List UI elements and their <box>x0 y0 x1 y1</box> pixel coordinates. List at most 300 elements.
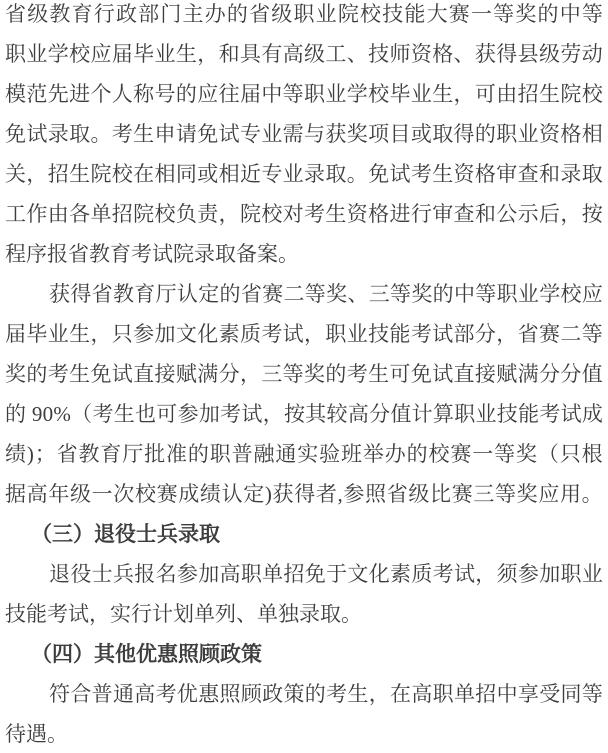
glyph: 按 <box>581 202 603 226</box>
glyph: 加 <box>198 562 220 586</box>
glyph: 招 <box>47 162 69 186</box>
text-line <box>5 434 603 474</box>
glyph: 与 <box>304 122 326 146</box>
glyph: 准 <box>166 442 187 466</box>
text-line <box>5 354 603 394</box>
glyph: 校 <box>560 282 582 306</box>
glyph: 取 <box>581 162 603 186</box>
glyph: 等 <box>494 442 516 466</box>
glyph: 业 <box>410 82 432 106</box>
glyph: 生 <box>69 162 91 186</box>
section-heading: （四）其他优惠照顾政策 <box>31 642 262 666</box>
text-line <box>5 0 603 34</box>
glyph: 的 <box>219 282 241 306</box>
glyph: 化 <box>197 322 219 346</box>
glyph: 工 <box>5 202 26 226</box>
glyph: 校 <box>261 202 283 226</box>
glyph: 高 <box>282 42 304 66</box>
glyph: 省 <box>240 282 262 306</box>
glyph: 质 <box>411 562 433 586</box>
glyph: 校 <box>69 42 91 66</box>
glyph: 单 <box>90 202 112 226</box>
glyph: 高 <box>26 482 48 506</box>
glyph: 中 <box>496 682 518 706</box>
glyph: ， <box>453 82 475 106</box>
glyph: 县 <box>517 42 539 66</box>
glyph: 考 <box>326 682 348 706</box>
glyph: 的 <box>226 2 248 26</box>
glyph: 生 <box>538 82 560 106</box>
glyph: 分 <box>218 362 240 386</box>
glyph: 赛 <box>262 282 284 306</box>
glyph: 奖 <box>516 442 537 466</box>
glyph: 考 <box>92 402 114 426</box>
glyph: 能 <box>389 322 411 346</box>
glyph: 格 <box>432 42 454 66</box>
glyph: 考 <box>111 122 133 146</box>
glyph: 接 <box>474 362 496 386</box>
glyph: 等 <box>282 82 304 106</box>
glyph: 试 <box>560 402 582 426</box>
glyph: 资 <box>538 122 560 146</box>
glyph: 考 <box>47 362 69 386</box>
glyph: 中 <box>559 2 581 26</box>
glyph: % <box>53 402 71 426</box>
glyph: 成 <box>178 482 200 506</box>
glyph: 业 <box>261 122 283 146</box>
glyph: 三 <box>368 282 390 306</box>
glyph: 获 <box>49 282 70 306</box>
glyph: 须 <box>496 562 518 586</box>
glyph: 申 <box>154 122 176 146</box>
glyph: 退 <box>49 562 70 586</box>
glyph: 职 <box>240 562 262 586</box>
glyph: 等 <box>581 2 603 26</box>
glyph: 直 <box>453 362 475 386</box>
glyph: 照 <box>365 482 387 506</box>
glyph: 查 <box>453 202 475 226</box>
glyph: 进 <box>69 82 91 106</box>
glyph: 号 <box>154 82 176 106</box>
glyph: 考 <box>261 322 283 346</box>
glyph: 0 <box>42 402 54 426</box>
glyph: 专 <box>239 122 261 146</box>
glyph: 赋 <box>496 362 518 386</box>
glyph: 考 <box>346 362 368 386</box>
glyph: 等 <box>495 482 516 506</box>
glyph: 届 <box>239 82 261 106</box>
glyph: 单 <box>262 562 284 586</box>
glyph: 职 <box>496 282 518 306</box>
glyph: 需 <box>282 122 304 146</box>
text-line <box>5 394 603 434</box>
glyph: 试 <box>432 322 454 346</box>
glyph: 工 <box>325 42 347 66</box>
glyph: 参 <box>343 482 365 506</box>
glyph: 高 <box>347 402 369 426</box>
glyph: ， <box>218 202 240 226</box>
glyph: 资 <box>453 162 475 186</box>
glyph: 奖 <box>411 282 433 306</box>
glyph: 进 <box>389 202 411 226</box>
glyph: 定 <box>243 482 265 506</box>
glyph: 取 <box>325 162 347 186</box>
glyph: 试 <box>26 122 48 146</box>
glyph: 得 <box>453 122 475 146</box>
glyph: 技 <box>368 42 390 66</box>
glyph: 具 <box>239 42 261 66</box>
glyph: 生 <box>347 682 369 706</box>
glyph: 的 <box>175 82 197 106</box>
glyph: 成 <box>581 402 603 426</box>
glyph: 免 <box>410 362 432 386</box>
glyph: 校 <box>154 202 176 226</box>
glyph: 考 <box>410 322 432 346</box>
glyph: 绩 <box>199 482 221 506</box>
glyph: ， <box>496 322 518 346</box>
glyph: 单 <box>453 682 475 706</box>
glyph: 试 <box>453 562 475 586</box>
glyph: 应 <box>90 42 112 66</box>
glyph: 赛 <box>448 2 470 26</box>
glyph: 试 <box>241 402 263 426</box>
glyph: 等 <box>581 322 603 346</box>
glyph: 直 <box>133 362 155 386</box>
glyph: 级 <box>69 482 91 506</box>
glyph: 或 <box>410 122 432 146</box>
glyph: ， <box>239 362 261 386</box>
text-line <box>5 74 603 114</box>
glyph: 值 <box>390 402 412 426</box>
glyph: 高 <box>219 562 241 586</box>
text-line <box>5 34 603 74</box>
glyph: 责 <box>197 202 219 226</box>
glyph: 录 <box>47 122 69 146</box>
text-line <box>5 554 603 594</box>
glyph: 参 <box>177 402 199 426</box>
glyph: 认 <box>176 282 198 306</box>
glyph: 届 <box>111 42 133 66</box>
glyph: 生 <box>133 122 155 146</box>
glyph: 相 <box>581 122 603 146</box>
glyph: 往 <box>218 82 240 106</box>
glyph: 可 <box>474 82 496 106</box>
glyph: 免 <box>197 122 219 146</box>
glyph: 二 <box>283 282 305 306</box>
glyph: 。 <box>581 482 603 506</box>
glyph: 院 <box>90 162 112 186</box>
glyph: 项 <box>368 122 390 146</box>
glyph: 较 <box>326 402 348 426</box>
glyph: 的 <box>187 442 209 466</box>
glyph: 招 <box>475 682 497 706</box>
glyph: 行 <box>93 2 115 26</box>
glyph: 赛 <box>156 482 178 506</box>
glyph: 满 <box>197 362 219 386</box>
glyph: ； <box>34 442 56 466</box>
glyph: 赋 <box>175 362 197 386</box>
glyph: 省 <box>249 2 271 26</box>
glyph: 奖 <box>5 362 26 386</box>
glyph: 照 <box>219 682 241 706</box>
glyph: 应 <box>581 282 603 306</box>
glyph: 省 <box>91 282 113 306</box>
glyph: 业 <box>154 42 176 66</box>
glyph: 等 <box>475 282 497 306</box>
glyph: 主 <box>182 2 204 26</box>
glyph: 校 <box>428 442 450 466</box>
section-heading: （三）退役士兵录取 <box>31 522 220 546</box>
glyph: 用 <box>559 482 581 506</box>
glyph: 办 <box>384 442 406 466</box>
text-line <box>5 474 603 514</box>
glyph: ， <box>560 202 582 226</box>
glyph: 动 <box>581 42 603 66</box>
glyph: 厅 <box>122 442 144 466</box>
glyph: 相 <box>154 162 176 186</box>
glyph: 政 <box>115 2 137 26</box>
glyph: 批 <box>144 442 166 466</box>
glyph: 考 <box>410 162 432 186</box>
glyph: 生 <box>113 402 135 426</box>
glyph: 级 <box>408 482 430 506</box>
glyph: 学 <box>539 282 561 306</box>
glyph: 范 <box>26 82 48 106</box>
glyph: 据 <box>5 482 26 506</box>
text-line <box>5 194 603 234</box>
glyph: 审 <box>496 162 518 186</box>
glyph: 能 <box>404 2 426 26</box>
glyph: 查 <box>517 162 539 186</box>
glyph: 技 <box>382 2 404 26</box>
glyph: 同 <box>560 682 582 706</box>
glyph: 免 <box>304 562 326 586</box>
glyph: 先 <box>47 82 69 106</box>
glyph: 考 <box>220 402 242 426</box>
glyph: 师 <box>389 42 411 66</box>
glyph: 目 <box>389 122 411 146</box>
glyph: 化 <box>368 562 390 586</box>
glyph: 奖 <box>304 362 326 386</box>
glyph: 职 <box>5 42 26 66</box>
glyph: 奖 <box>346 122 368 146</box>
glyph: 分 <box>369 402 391 426</box>
glyph: 和 <box>538 162 560 186</box>
glyph: 和 <box>218 42 240 66</box>
glyph: 业 <box>517 122 539 146</box>
glyph: 素 <box>390 562 411 586</box>
glyph: 参 <box>176 562 198 586</box>
glyph: 业 <box>325 82 347 106</box>
text-line <box>5 114 603 154</box>
glyph: 的 <box>26 362 48 386</box>
glyph: 校 <box>134 482 156 506</box>
glyph: 毕 <box>26 322 48 346</box>
glyph: （ <box>71 402 93 426</box>
glyph: 考 <box>539 402 561 426</box>
glyph: 加 <box>198 402 220 426</box>
glyph: 省 <box>517 322 539 346</box>
glyph: 关 <box>5 162 26 186</box>
glyph: 的 <box>474 122 496 146</box>
glyph: 院 <box>133 202 155 226</box>
glyph: ， <box>90 322 112 346</box>
glyph: 文 <box>347 562 369 586</box>
glyph: 专 <box>261 162 283 186</box>
glyph: 报 <box>134 562 156 586</box>
glyph: 教 <box>78 442 100 466</box>
glyph: 一 <box>472 442 494 466</box>
glyph: 职 <box>454 402 476 426</box>
glyph: ， <box>304 322 326 346</box>
glyph: 校 <box>581 82 603 106</box>
glyph: 政 <box>262 682 284 706</box>
glyph: 劳 <box>560 42 582 66</box>
glyph: 可 <box>156 402 178 426</box>
glyph: 对 <box>282 202 304 226</box>
glyph: 役 <box>70 562 92 586</box>
glyph: 优 <box>176 682 198 706</box>
glyph: ， <box>262 402 284 426</box>
glyph: 生 <box>69 322 91 346</box>
glyph: 大 <box>426 2 448 26</box>
glyph: 定 <box>198 282 220 306</box>
glyph: 二 <box>560 322 582 346</box>
glyph: 录 <box>560 162 582 186</box>
glyph: 试 <box>111 362 133 386</box>
glyph: 部 <box>453 322 475 346</box>
glyph: 应 <box>197 82 219 106</box>
glyph: 高 <box>411 682 433 706</box>
glyph: 学 <box>346 82 368 106</box>
glyph: 等 <box>390 282 411 306</box>
glyph: 生 <box>432 162 454 186</box>
glyph: ) <box>26 442 34 466</box>
glyph: 资 <box>410 42 432 66</box>
glyph: 的 <box>406 442 428 466</box>
glyph: 中 <box>261 82 283 106</box>
glyph: 业 <box>47 322 69 346</box>
glyph: ， <box>368 682 390 706</box>
glyph: ， <box>475 562 497 586</box>
glyph: 免 <box>368 162 390 186</box>
glyph: 由 <box>496 82 518 106</box>
glyph: 考 <box>155 682 177 706</box>
glyph: 。 <box>346 162 368 186</box>
glyph: 只 <box>559 442 581 466</box>
glyph: 级 <box>304 42 326 66</box>
glyph: 的 <box>537 2 559 26</box>
glyph: 后 <box>538 202 560 226</box>
glyph: 的 <box>325 362 347 386</box>
glyph: 业 <box>581 562 603 586</box>
glyph: 招 <box>283 562 305 586</box>
glyph: 业 <box>475 402 497 426</box>
glyph: 绩 <box>5 442 26 466</box>
glyph: 省 <box>386 482 408 506</box>
glyph: 生 <box>175 42 197 66</box>
glyph: 三 <box>473 482 495 506</box>
glyph: 加 <box>154 322 176 346</box>
glyph: 资 <box>346 202 368 226</box>
glyph: 的 <box>5 402 26 426</box>
glyph: 考 <box>432 562 454 586</box>
glyph: 教 <box>49 2 71 26</box>
glyph: 兵 <box>112 562 134 586</box>
glyph: 个 <box>90 82 112 106</box>
glyph: 免 <box>90 362 112 386</box>
text-line <box>5 154 603 194</box>
glyph: 等 <box>282 362 304 386</box>
glyph: 取 <box>69 122 91 146</box>
glyph: 厅 <box>155 282 177 306</box>
glyph: 认 <box>221 482 243 506</box>
glyph: 职 <box>209 442 231 466</box>
glyph: 办 <box>204 2 226 26</box>
glyph: 一 <box>470 2 492 26</box>
text-line <box>5 674 603 714</box>
glyph: 普 <box>231 442 253 466</box>
glyph: 同 <box>175 162 197 186</box>
glyph: 、 <box>453 42 475 66</box>
text-line: 程序报省教育考试院录取备案。 <box>5 242 299 266</box>
glyph: 符 <box>49 682 70 706</box>
glyph: 参 <box>133 322 155 346</box>
glyph: 试 <box>218 122 240 146</box>
glyph: 能 <box>518 402 540 426</box>
glyph: 格 <box>560 122 582 146</box>
glyph: 行 <box>410 202 432 226</box>
glyph: 根 <box>581 442 603 466</box>
glyph: 赛 <box>450 442 472 466</box>
glyph: 得 <box>496 42 518 66</box>
glyph: 格 <box>368 202 390 226</box>
glyph: 得 <box>70 282 92 306</box>
glyph: 职 <box>432 682 454 706</box>
glyph: 分 <box>538 362 560 386</box>
glyph: 名 <box>155 562 177 586</box>
glyph: 的 <box>432 282 454 306</box>
glyph: 只 <box>111 322 133 346</box>
glyph: 分 <box>474 322 496 346</box>
glyph: 公 <box>496 202 518 226</box>
glyph: 比 <box>430 482 452 506</box>
glyph: 融 <box>253 442 275 466</box>
glyph: （ <box>537 442 559 466</box>
glyph: 、 <box>347 282 369 306</box>
glyph: ) <box>264 482 272 506</box>
glyph: 获 <box>272 482 294 506</box>
glyph: 级 <box>271 2 293 26</box>
glyph: 举 <box>362 442 384 466</box>
glyph: 在 <box>133 162 155 186</box>
glyph: 在 <box>390 682 411 706</box>
glyph: 获 <box>325 122 347 146</box>
glyph: 或 <box>197 162 219 186</box>
glyph: 生 <box>69 362 91 386</box>
glyph: 招 <box>517 82 539 106</box>
glyph: 格 <box>474 162 496 186</box>
glyph: 校 <box>368 82 390 106</box>
glyph: 教 <box>112 282 134 306</box>
text-line: 技能考试，实行计划单列、单独录取。 <box>5 602 362 626</box>
glyph: 接 <box>154 362 176 386</box>
glyph: 业 <box>517 282 539 306</box>
glyph: 由 <box>47 202 69 226</box>
glyph: 文 <box>175 322 197 346</box>
glyph: 业 <box>282 162 304 186</box>
glyph: 育 <box>134 282 156 306</box>
